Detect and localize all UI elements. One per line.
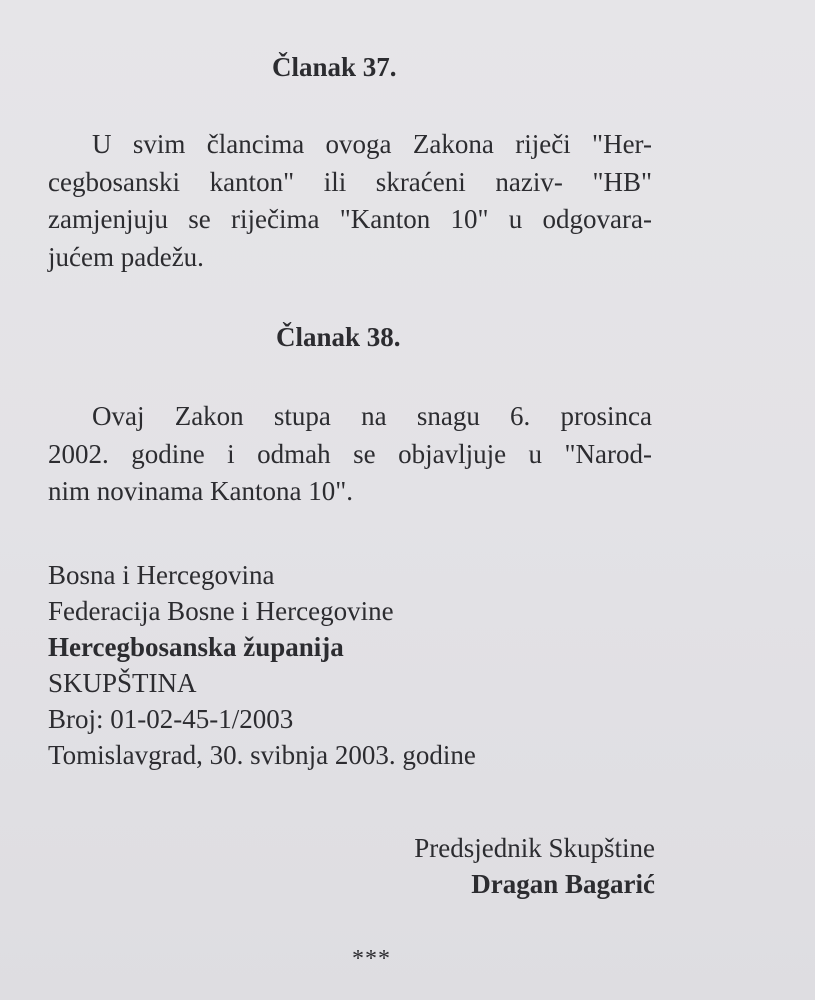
address-place-date: Tomislavgrad, 30. svibnja 2003. godine — [48, 740, 476, 770]
article-37-heading: Članak 37. — [272, 52, 397, 82]
address-country: Bosna i Hercegovina — [48, 560, 275, 590]
article-38-line-2: 2002. godine i odmah se objavljuje u "Narod- — [48, 438, 652, 469]
signature-name: Dragan Bagarić — [471, 869, 655, 899]
article-38-text — [48, 398, 652, 511]
article-37-line-1: U svim člancima ovoga Zakona riječi "Her- — [92, 129, 652, 159]
article-37-line-4: jućem padežu. — [48, 241, 204, 272]
article-37-line-2: cegbosanski kanton" ili skraćeni naziv- "HB" — [48, 166, 652, 197]
address-canton: Hercegbosanska županija — [48, 632, 344, 662]
article-38-line-1: Ovaj Zakon stupa na snagu 6. prosinca — [92, 401, 652, 431]
address-federation: Federacija Bosne i Hercegovine — [48, 596, 394, 626]
section-separator: *** — [352, 946, 391, 972]
article-38-line-3: nim novinama Kantona 10". — [48, 476, 353, 506]
signature-block — [414, 830, 655, 902]
article-38-heading: Članak 38. — [276, 322, 401, 352]
article-37-line-3: zamjenjuju se riječima "Kanton 10" u odgovara- — [48, 204, 652, 234]
issuer-address-block — [48, 557, 476, 773]
address-body: SKUPŠTINA — [48, 668, 197, 698]
address-number: Broj: 01-02-45-1/2003 — [48, 704, 294, 734]
signature-title: Predsjednik Skupštine — [414, 833, 655, 863]
article-37-text — [48, 126, 652, 276]
